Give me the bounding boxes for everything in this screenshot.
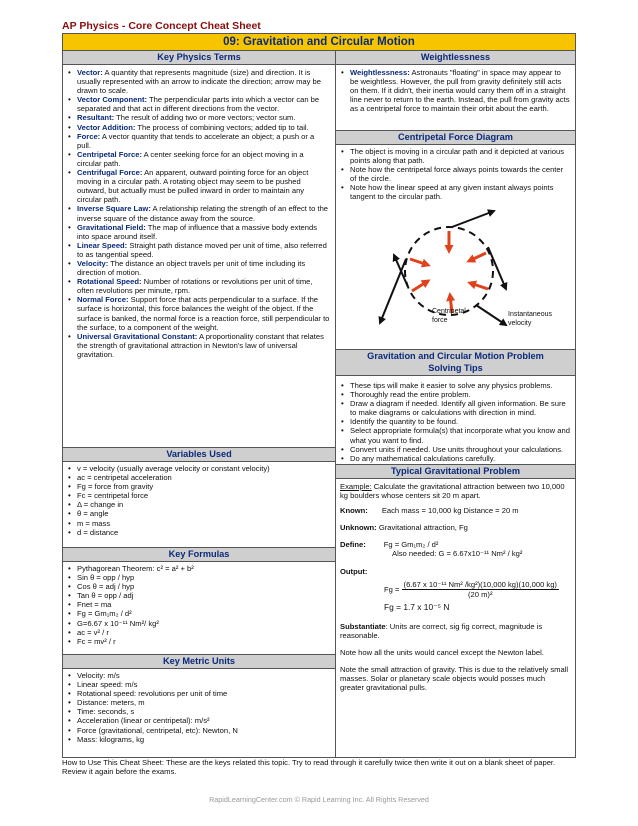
formula-item: • Pythagorean Theorem: c² = a² + b² [67,564,330,573]
weightlessness-section [336,65,575,113]
term-definition: The result of adding two or more vectors; vector sum. [114,113,296,123]
term-name: Vector: [77,68,103,77]
formulas-heading: Key Formulas [63,547,335,562]
fg-lhs: Fg = [384,584,400,594]
tip-item: • Thoroughly read the entire problem. [340,390,570,399]
define-text: Fg = Gm₁m₂ / d² [383,540,439,550]
term-name: Linear Speed: [77,240,128,250]
variable-item: • Fc = centripetal force [67,491,330,500]
term-name: Centrifugal Force: [77,168,143,178]
formula-item: • ac = v² / r [67,628,330,637]
tip-item: • Convert units if needed. Use units throughout your calculations. [340,445,570,454]
variables-section [63,461,335,537]
term-definition: The map of influence that a massive body extends into space around itself. [77,222,318,241]
term-item [67,259,330,277]
term-name: Universal Gravitational Constant: [77,331,198,341]
term-definition: A quantity that represents magnitude (size) and direction. It is usually represented with an arrow to indicate the direction; arrow may be drawn to scale. [77,68,321,96]
metric-heading: Key Metric Units [63,654,335,669]
how-to-use-note: How to Use This Cheat Sheet: These are the keys related this topic. Try to read through it carefully twice then write it out on a blank sheet of paper. Review it again before the exams. [62,758,556,777]
metric-section [63,668,335,744]
metric-unit-item: • Acceleration (linear or centripetal): m/s² [67,716,330,725]
tip-item: • Draw a diagram if needed. Identify all given information. Be sure to make diagrams or calculations with direction in mind. [340,399,570,417]
diagram-note-item: • Note how the linear speed at any given instant always points tangent to the circular path. [340,183,570,201]
centripetal-label-1: Centripetal [432,308,466,315]
centripetal-heading: Centripetal Force Diagram [336,130,575,145]
formula-item: • Fg = Gm₁m₂ / d² [67,609,330,618]
term-name: Weightlessness: [350,68,410,77]
problem-heading: Typical Gravitational Problem [336,464,575,479]
centripetal-diagram [336,201,575,341]
term-item [67,95,330,113]
variable-item: • d = distance [67,528,330,537]
term-item [67,241,330,259]
tips-heading-line2: Solving Tips [428,363,483,373]
problem-define-also: Also needed: G = 6.67x10⁻¹¹ Nm² / kg² [392,549,523,559]
formula-item: • Fnet = ma [67,600,330,609]
variable-item: • v = velocity (usually average velocity or constant velocity) [67,464,330,473]
footer-copyright: RapidLearningCenter.com © Rapid Learning Inc. All Rights Reserved [209,795,429,804]
output-label: Output: [340,566,368,576]
variable-item: • Fg = force from gravity [67,482,330,491]
term-definition: Support force that acts perpendicular to a surface. If the surface is horizontal, this force balances the weight of the object. If the surface is banked, the normal force is a reaction force, still perpendicular to the surface, to a component of the weight. [77,295,330,332]
term-item [67,113,330,122]
term-item [67,277,330,295]
tips-heading-line1: Gravitation and Circular Motion Problem [367,351,544,361]
fg-denominator: (20 m)² [468,589,493,599]
term-name: Inverse Square Law: [77,204,151,214]
fg-numerator: (6.67 x 10⁻¹¹ Nm² /kg²)(10,000 kg)(10,000 kg) [403,579,557,589]
metric-unit-item: • Mass: kilograms, kg [67,735,330,744]
variables-heading: Variables Used [63,447,335,462]
term-definition: The process of combining vectors; added tip to tail. [135,122,309,132]
centripetal-label-2: force [432,317,448,324]
metric-unit-item: • Linear speed: m/s [67,680,330,689]
term-definition: A center seeking force for an object moving in a circular path. [77,149,304,168]
key-terms-list [67,68,330,359]
fg-result: Fg = 1.7 x 10⁻⁵ N [384,601,450,612]
term-item [67,123,330,132]
tip-item: • These tips will make it easier to solve any physics problems. [340,381,570,390]
term-item [340,68,570,113]
variables-list [67,464,330,537]
problem-substantiate [340,622,570,640]
problem-define [340,540,570,549]
variable-item: • Δ = change in [67,500,330,509]
key-terms-section [63,65,335,359]
diagram-note-item: • Note how the centripetal force always points towards the center of the circle. [340,165,570,183]
variable-item: • m = mass [67,519,330,528]
term-item [67,332,330,359]
weightlessness-heading: Weightlessness [336,51,575,65]
term-definition: Number of rotations or revolutions per unit of time, often revolutions per minute, rpm. [77,277,313,296]
term-definition: Straight path distance moved per unit of time, also referred to as tangential speed. [77,240,327,259]
diagram-note-item: • The object is moving in a circular path and it depicted at various points along that path. [340,147,570,165]
term-name: Vector Addition: [77,122,136,132]
variable-item: • ac = centripetal acceleration [67,473,330,482]
substantiate-label: Substantiate [340,621,386,631]
formula-item: • Cos θ = adj / hyp [67,582,330,591]
term-definition: A vector quantity that tends to accelerate an object; a push or a pull. [77,131,315,150]
sheet-title: AP Physics - Core Concept Cheat Sheet [62,20,261,32]
term-name: Centripetal Force: [77,149,142,159]
example-text: Calculate the gravitational attraction between two 10,000 kg boulders whose centers sit 20 m apart. [340,482,565,501]
left-column [63,51,336,757]
instantaneous-label-1: Instantaneous [508,311,552,318]
term-item [67,204,330,222]
metric-unit-item: • Velocity: m/s [67,671,330,680]
instantaneous-label-2: velocity [508,320,532,327]
tips-heading [336,349,575,376]
problem-section [336,479,575,696]
define-label: Define: [340,540,366,550]
unknown-text: Gravitational attraction, Fg [376,523,468,533]
term-item [67,168,330,204]
problem-unknown [340,523,570,532]
key-terms-heading: Key Physics Terms [63,51,335,65]
term-definition: The distance an object travels per unit of time including its direction of motion. [77,258,306,278]
example-label: Example: [340,482,372,491]
term-definition: An apparent, outward pointing force for an object moving in a circular path. A rotating object may seem to be pushed outward, but actually must be pulled inward in order to maintain any circular path. [77,168,309,205]
term-definition: A proportionality constant that relates the strength of gravitational attraction in Newton's law of universal gravitation. [77,331,324,359]
term-name: Rotational Speed: [77,277,142,287]
centripetal-section [336,144,575,202]
term-item [67,68,330,95]
velocity-arrow [380,259,406,323]
unknown-label: Unknown: [340,523,377,533]
term-item [67,295,330,331]
formula-item: • Tan θ = opp / adj [67,591,330,600]
metric-unit-item: • Force (gravitational, centripetal, etc): Newton, N [67,726,330,735]
centripetal-arrow [470,283,488,289]
known-text: Each mass = 10,000 kg Distance = 20 m [381,506,519,516]
term-name: Force: [77,131,101,141]
problem-note-2: Note the small attraction of gravity. This is due to the relatively small masses. Solar or planetary scale objects would posses much greater gravitational pulls. [340,665,569,693]
problem-known [340,506,570,515]
term-name: Normal Force: [77,295,129,305]
centripetal-arrow [469,253,486,261]
metric-unit-item: • Distance: meters, m [67,698,330,707]
topic-title: 09: Gravitation and Circular Motion [62,33,576,50]
tips-list [340,381,570,463]
tip-item: • Do any mathematical calculations carefully. [340,454,570,463]
formulas-section [63,561,335,646]
known-label: Known: [340,506,368,516]
centripetal-arrow [410,259,428,265]
term-name: Resultant: [77,113,115,123]
tips-section [336,378,575,463]
velocity-arrow [476,305,506,325]
term-definition: A relationship relating the strength of an effect to the inverse square of the distance away from the source. [77,204,329,223]
formulas-list [67,564,330,646]
term-definition: The perpendicular parts into which a vector can be separated and that act in different directions from the vector. [77,95,320,114]
term-name: Gravitational Field: [77,222,146,232]
formula-item: • Sin θ = opp / hyp [67,573,330,582]
term-name: Velocity: [77,258,109,268]
right-column [336,51,575,757]
centripetal-arrow [412,281,428,291]
velocity-arrow [452,211,494,227]
fg-equation [340,580,570,599]
centripetal-list [340,147,570,202]
term-item [67,223,330,241]
term-item [67,150,330,168]
term-definition: Astronauts "floating" in space may appear to be weightless. However, the pull from gravity definitely still acts on them. If it didn't, their inertia would carry them off in a straight line never to return to the earth. Instead, the pull from gravity acts as a centripetal force to maintain their orbit about the earth. [350,68,570,114]
formula-item: • G=6.67 x 10⁻¹¹ Nm²/ kg² [67,619,330,628]
term-name: Vector Component: [77,95,148,105]
term-item [67,132,330,150]
metric-unit-item: • Rotational speed: revolutions per unit of time [67,689,330,698]
circle-motion-figure [336,201,575,341]
problem-example [340,482,570,500]
metric-list [67,671,330,744]
metric-unit-item: • Time: seconds, s [67,707,330,716]
variable-item: • θ = angle [67,509,330,518]
weightlessness-list [340,68,570,113]
problem-note-1: Note how all the units would cancel except the Newton label. [340,648,544,658]
substantiate-text: : Units are correct, sig fig correct, magnitude is reasonable. [340,621,543,641]
tip-item: • Identify the quantity to be found. [340,417,570,426]
formula-item: • Fc = mv² / r [67,637,330,646]
tip-item: • Select appropriate formula(s) that incorporate what you know and what you want to find. [340,426,570,444]
content-grid [62,50,576,758]
fg-fraction [402,580,559,599]
